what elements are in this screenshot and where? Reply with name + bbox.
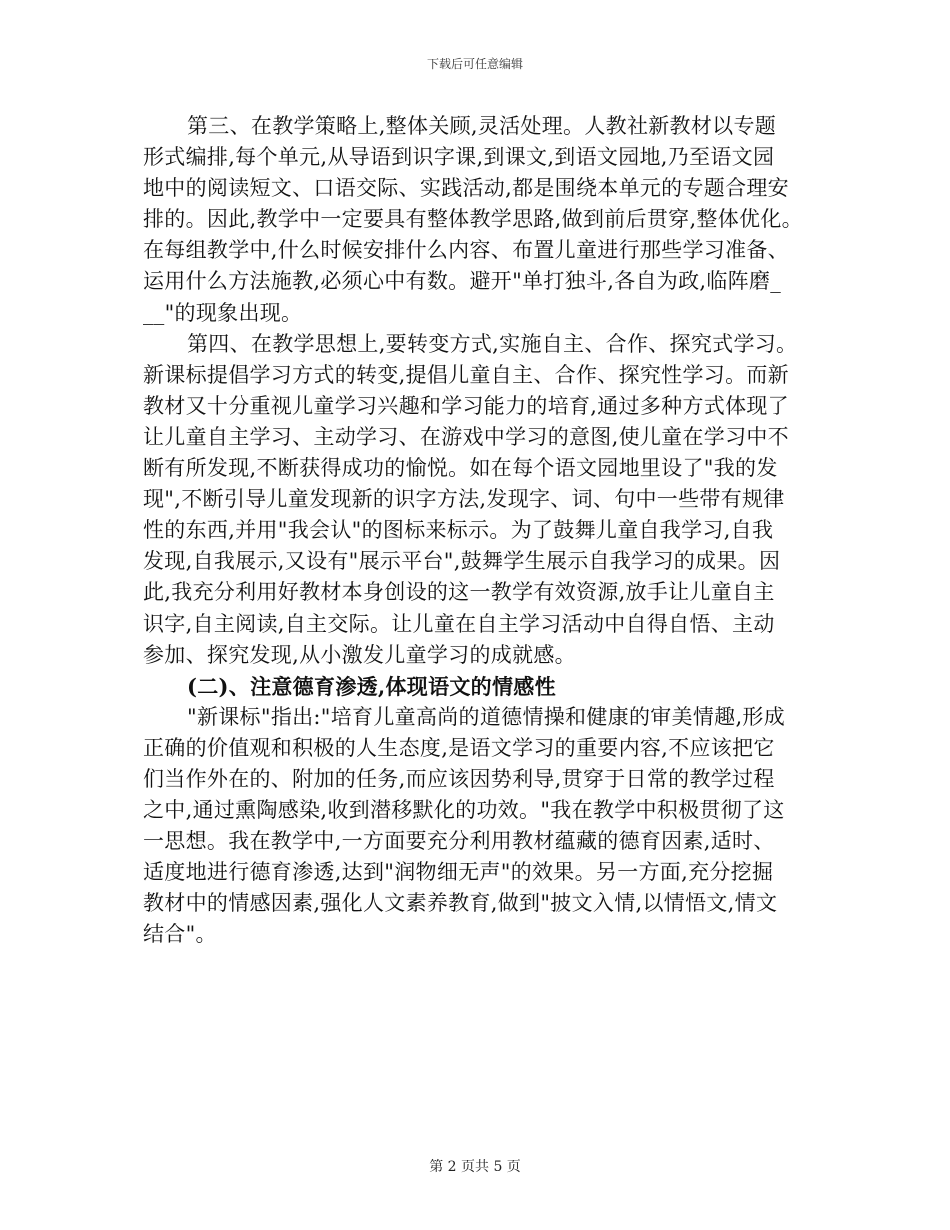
- paragraph-3-line-5: 在每组教学中,什么时候安排什么内容、布置儿童进行那些学习准备、: [143, 238, 789, 263]
- paragraph-4-line-9: 此,我充分利用好教材本身创设的这一教学有效资源,放手让儿童自主: [143, 580, 775, 605]
- document-body: [143, 111, 815, 951]
- paragraph-4-line-11: 参加、探究发现,从小激发儿童学习的成就感。: [143, 642, 576, 667]
- paragraph-4-line-8: 发现,自我展示,又设有"展示平台",鼓舞学生展示自我学习的成果。因: [143, 549, 781, 574]
- paragraph-5-line-3: 们当作外在的、附加的任务,而应该因势利导,贯穿于日常的教学过程: [143, 766, 775, 791]
- paragraph-4-line-2: 新课标提倡学习方式的转变,提倡儿童自主、合作、探究性学习。而新: [143, 362, 789, 387]
- paragraph-3-line-7: __"的现象出现。: [143, 300, 303, 325]
- paragraph-4-line-1: 第四、在教学思想上,要转变方式,实施自主、合作、探究式学习。: [187, 331, 798, 356]
- paragraph-5-line-8: 结合"。: [143, 922, 217, 947]
- paragraph-4-line-10: 识字,自主阅读,自主交际。让儿童在自主学习活动中自得自悟、主动: [143, 611, 775, 636]
- paragraph-4-line-7: 性的东西,并用"我会认"的图标来标示。为了鼓舞儿童自我学习,自我: [143, 518, 774, 543]
- page-number-footer: 第 2 页共 5 页: [429, 1159, 521, 1175]
- paragraph-4-line-5: 断有所发现,不断获得成功的愉悦。如在每个语文园地里设了"我的发: [143, 456, 778, 481]
- paragraph-5-line-1: "新课标"指出:"培育儿童高尚的道德情操和健康的审美情趣,形成: [187, 704, 786, 729]
- paragraph-3-line-2: 形式编排,每个单元,从导语到识字课,到课文,到语文园地,乃至语文园: [143, 145, 775, 170]
- paragraph-5-line-2: 正确的价值观和积极的人生态度,是语文学习的重要内容,不应该把它: [143, 735, 775, 760]
- paragraph-3-line-3: 地中的阅读短文、口语交际、实践活动,都是围绕本单元的专题合理安: [143, 176, 789, 201]
- section-heading: (二)、注意德育渗透,体现语文的情感性: [187, 673, 556, 699]
- paragraph-5-line-6: 适度地进行德育渗透,达到"润物细无声"的效果。另一方面,充分挖掘: [143, 860, 774, 885]
- paragraph-3-line-1: 第三、在教学策略上,整体关顾,灵活处理。人教社新教材以专题: [187, 114, 777, 138]
- paragraph-4-line-6: 现",不断引导儿童发现新的识字方法,发现字、词、句中一些带有规律: [143, 487, 785, 512]
- paragraph-4-line-4: 让儿童自主学习、主动学习、在游戏中学习的意图,使儿童在学习中不: [143, 424, 789, 449]
- paragraph-5-line-4: 之中,通过熏陶感染,收到潜移默化的功效。"我在教学中积极贯彻了这: [143, 798, 785, 823]
- paragraph-5-line-7: 教材中的情感因素,强化人文素养教育,做到"披文入情,以情悟文,情文: [143, 891, 778, 916]
- paragraph-5-line-5: 一思想。我在教学中,一方面要充分利用教材蕴藏的德育因素,适时、: [143, 829, 775, 854]
- page-header: 下载后可任意编辑: [426, 57, 523, 71]
- paragraph-3-line-4: 排的。因此,教学中一定要具有整体教学思路,做到前后贯穿,整体优化。: [143, 207, 803, 232]
- paragraph-3-line-6: 运用什么方法施教,必须心中有数。避开"单打独斗,各自为政,临阵磨_: [143, 269, 782, 294]
- paragraph-4-line-3: 教材又十分重视儿童学习兴趣和学习能力的培育,通过多种方式体现了: [143, 393, 789, 418]
